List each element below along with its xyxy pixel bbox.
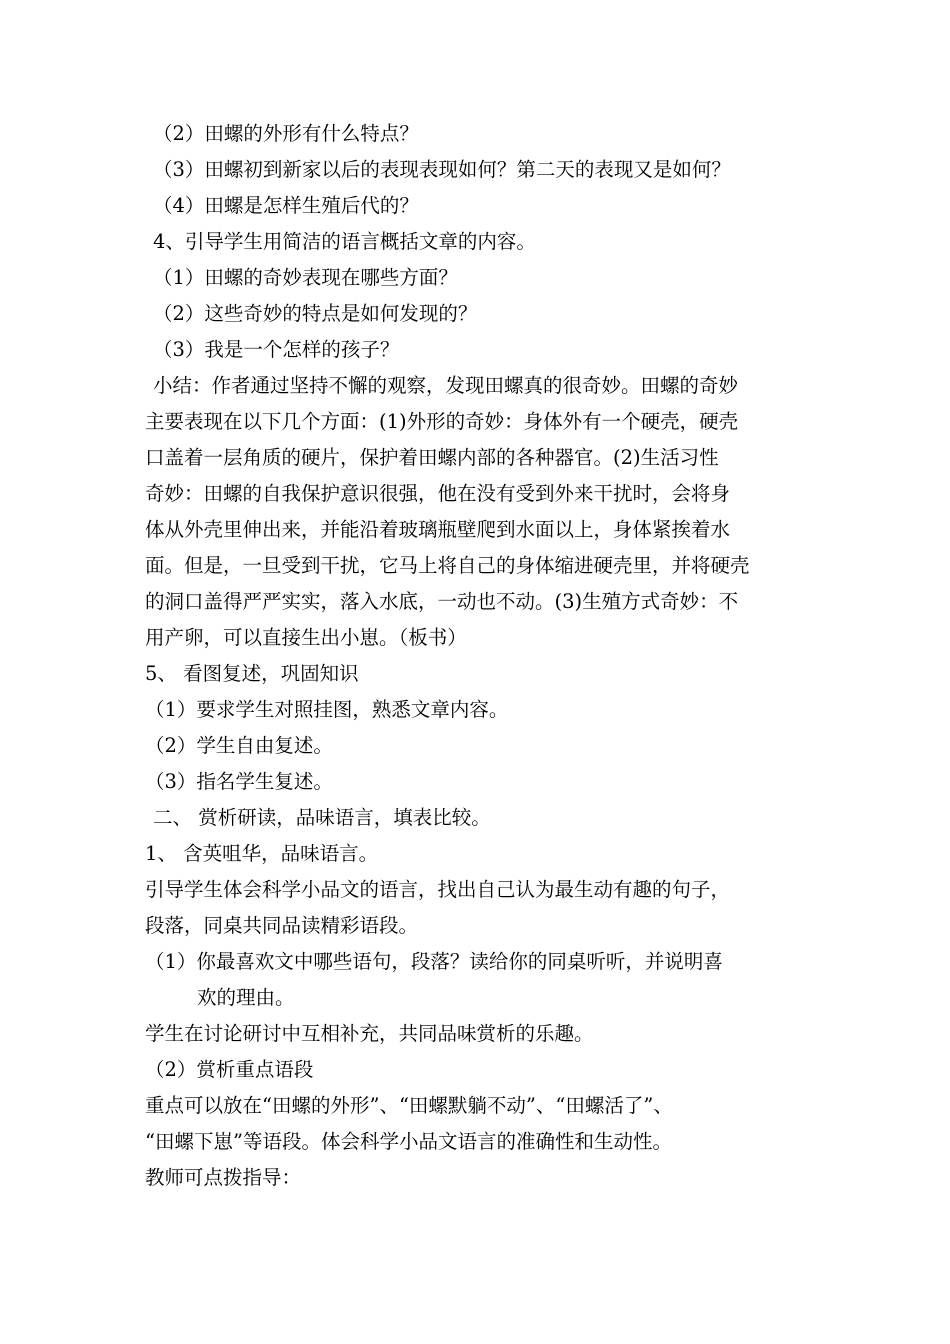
teacher-guidance: 教师可点拨指导：	[145, 1166, 302, 1189]
focus-line-1: 重点可以放在“田螺的外形”、“田螺默躺不动”、“田螺活了”、	[145, 1094, 673, 1117]
summary-line-4: 奇妙：田螺的自我保护意识很强，他在没有受到外来干扰时，会将身	[145, 482, 731, 505]
discussion-line: 学生在讨论研讨中互相补充，共同品味赏析的乐趣。	[145, 1022, 594, 1045]
section-2-step-1: 1、 含英咀华，品味语言。	[145, 842, 379, 865]
question-4-reproduction: （4）田螺是怎样生殖后代的？	[153, 194, 419, 217]
step-5-item-3: （3）指名学生复述。	[145, 770, 333, 793]
step-5-heading: 5、 看图复述，巩固知识	[145, 662, 359, 685]
sub-question-2: （2）这些奇妙的特点是如何发现的？	[153, 302, 478, 325]
activity-1-line-2: 欢的理由。	[197, 986, 295, 1009]
summary-line-7: 的洞口盖得严严实实，落入水底，一动也不动。(3)生殖方式奇妙：不	[145, 590, 739, 613]
step-5-item-2: （2）学生自由复述。	[145, 734, 333, 757]
guide-line-2: 段落，同桌共同品读精彩语段。	[145, 914, 419, 937]
step-4-heading: 4、引导学生用简洁的语言概括文章的内容。	[153, 230, 536, 253]
summary-line-2: 主要表现在以下几个方面：(1)外形的奇妙：身体外有一个硬壳，硬壳	[145, 410, 739, 433]
question-2-appearance: （2）田螺的外形有什么特点？	[153, 122, 419, 145]
summary-line-6: 面。但是，一旦受到干扰，它马上将自己的身体缩进硬壳里，并将硬壳	[145, 554, 750, 577]
sub-question-1: （1）田螺的奇妙表现在哪些方面？	[153, 266, 458, 289]
summary-line-3: 口盖着一层角质的硬片，保护着田螺内部的各种器官。(2)生活习性	[145, 446, 719, 469]
summary-line-5: 体从外壳里伸出来，并能沿着玻璃瓶壁爬到水面以上，身体紧挨着水	[145, 518, 731, 541]
sub-question-3: （3）我是一个怎样的孩子？	[153, 338, 400, 361]
summary-line-1: 小结：作者通过坚持不懈的观察，发现田螺真的很奇妙。田螺的奇妙	[153, 374, 739, 397]
activity-1-line-1: （1）你最喜欢文中哪些语句，段落？读给你的同桌听听，并说明喜	[145, 950, 723, 973]
question-3-behavior: （3）田螺初到新家以后的表现表现如何？第二天的表现又是如何？	[153, 158, 731, 181]
guide-line-1: 引导学生体会科学小品文的语言，找出自己认为最生动有趣的句子，	[145, 878, 731, 901]
activity-2-heading: （2）赏析重点语段	[145, 1058, 314, 1081]
focus-line-2: “田螺下崽”等语段。体会科学小品文语言的准确性和生动性。	[145, 1130, 672, 1153]
section-2-heading: 二、 赏析研读，品味语言，填表比较。	[153, 806, 491, 829]
step-5-item-1: （1）要求学生对照挂图，熟悉文章内容。	[145, 698, 509, 721]
summary-line-8: 用产卵，可以直接生出小崽。（板书）	[145, 626, 467, 649]
